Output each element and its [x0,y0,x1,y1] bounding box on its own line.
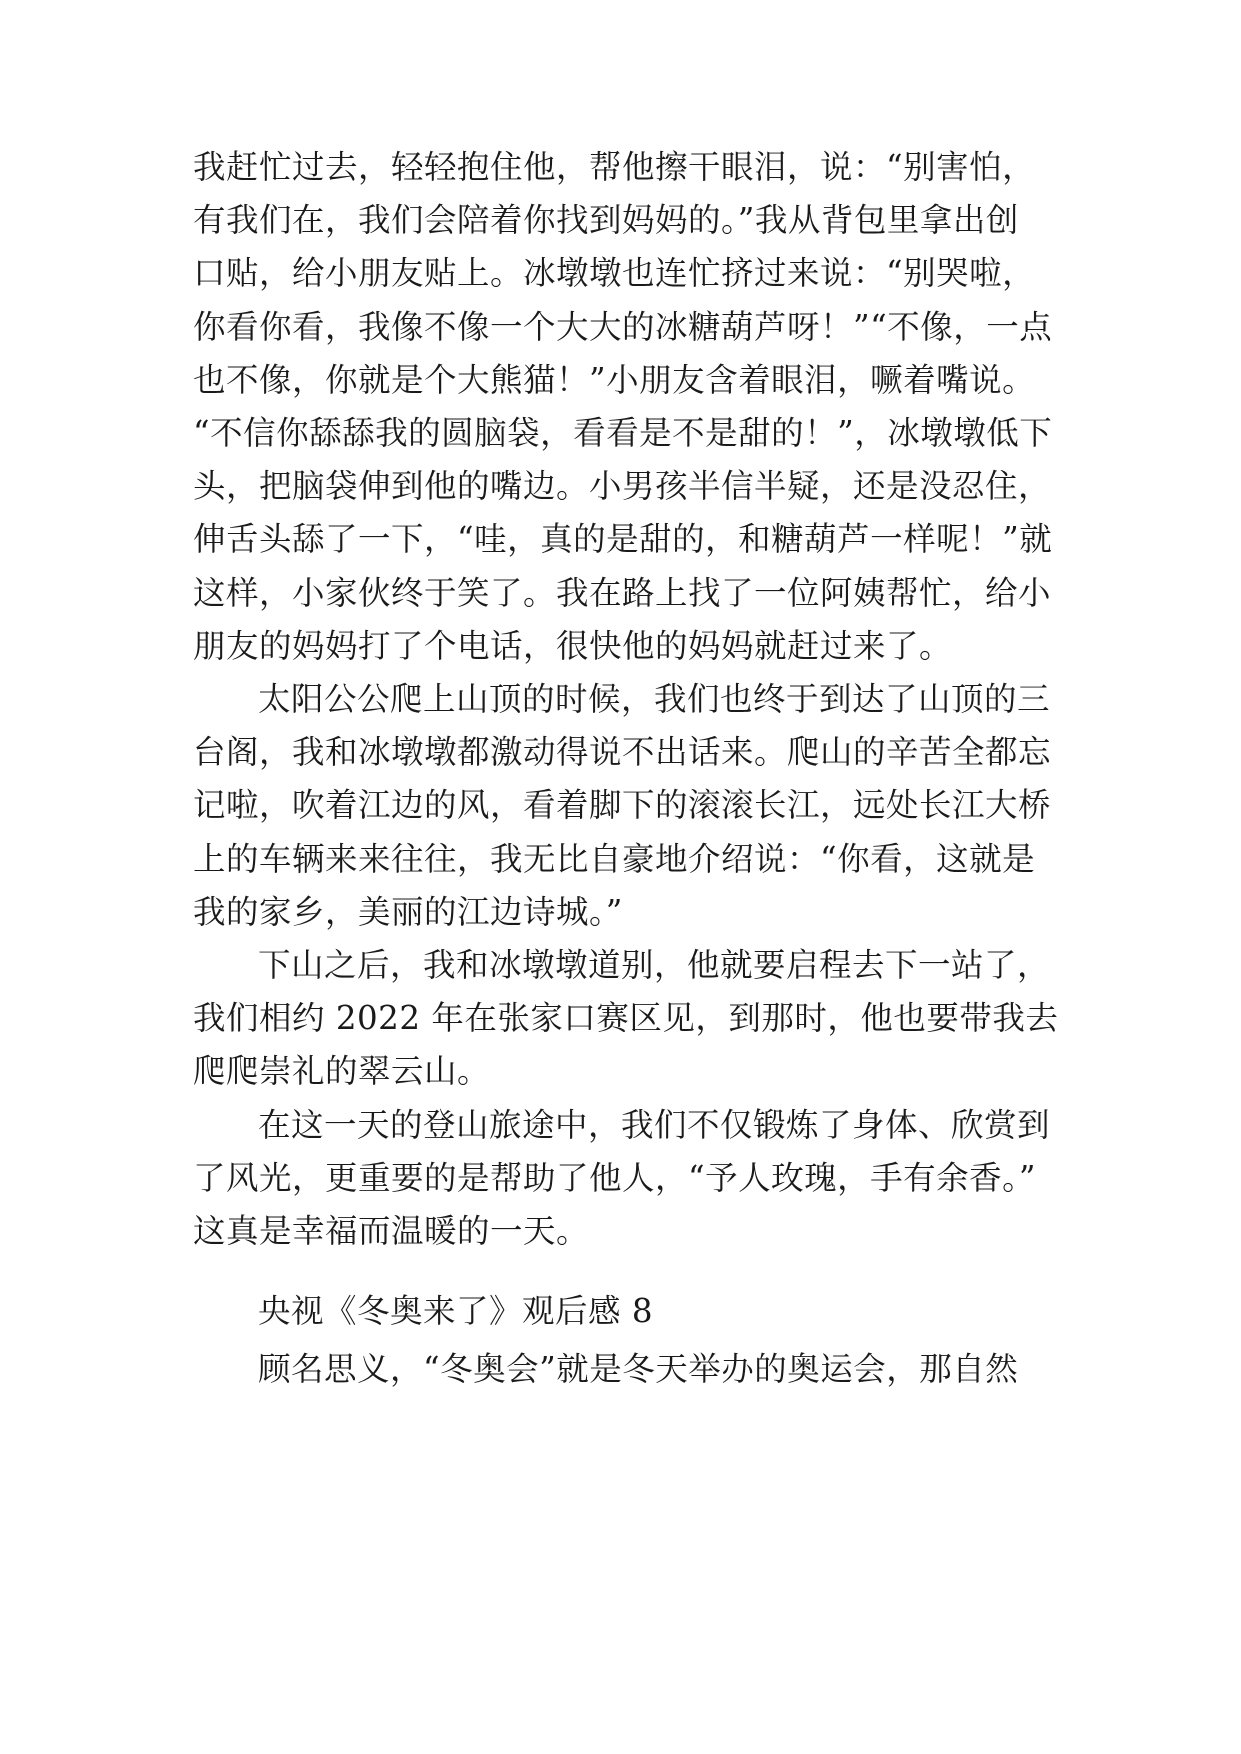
paragraph-line: 太阳公公爬上山顶的时候，我们也终于到达了山顶的三 [258,680,1051,718]
paragraph-line: 台阁，我和冰墩墩都激动得说不出话来。爬山的辛苦全都忘 [193,733,1052,772]
paragraph-line: 头，把脑袋伸到他的嘴边。小男孩半信半疑，还是没忍住， [193,467,1052,506]
section-first-line: 顾名思义，“冬奥会”就是冬天举办的奥运会，那自然 [258,1350,1019,1388]
paragraph-line: 我们相约 2022 年在张家口赛区见，到那时，他也要带我去 [193,999,1059,1038]
paragraph-line: 爬爬崇礼的翠云山。 [193,1052,491,1091]
paragraph-line: 伸舌头舔了一下，“哇，真的是甜的，和糖葫芦一样呢！”就 [193,520,1053,559]
paragraph-line: 我赶忙过去，轻轻抱住他，帮他擦干眼泪，说：“别害怕， [193,148,1036,186]
article-body [193,138,1063,1258]
paragraph-line: 也不像，你就是个大熊猫！”小朋友含着眼泪，噘着嘴说。 [193,360,1036,399]
paragraph-line: 你看你看，我像不像一个大大的冰糖葫芦呀！”“不像，一点 [193,307,1053,346]
section-title: 央视《冬奥来了》观后感 8 [258,1292,654,1330]
paragraph-line: 记啦，吹着江边的风，看着脚下的滚滚长江，远处长江大桥 [193,786,1052,825]
paragraph-line: 在这一天的登山旅途中，我们不仅锻炼了身体、欣赏到 [258,1105,1051,1144]
paragraph-line: 上的车辆来来往往，我无比自豪地介绍说：“你看，这就是 [193,839,1036,878]
section-header [193,1282,1063,1422]
paragraph-line: 了风光，更重要的是帮助了他人，“予人玫瑰，手有余香。” [193,1158,1036,1197]
paragraph-line: 我的家乡，美丽的江边诗城。” [193,892,623,931]
paragraph-line: 这真是幸福而温暖的一天。 [193,1212,590,1250]
paragraph-line: 朋友的妈妈打了个电话，很快他的妈妈就赶过来了。 [193,626,953,665]
paragraph-line: 这样，小家伙终于笑了。我在路上找了一位阿姨帮忙，给小 [193,573,1052,612]
paragraph-line: 口贴，给小朋友贴上。冰墩墩也连忙挤过来说：“别哭啦， [193,254,1036,293]
paragraph-line: “不信你舔舔我的圆脑袋，看看是不是甜的！”，冰墩墩低下 [193,414,1053,452]
paragraph-line: 有我们在，我们会陪着你找到妈妈的。”我从背包里拿出创 [193,201,1019,240]
paragraph-line: 下山之后，我和冰墩墩道别，他就要启程去下一站了， [258,946,1051,984]
